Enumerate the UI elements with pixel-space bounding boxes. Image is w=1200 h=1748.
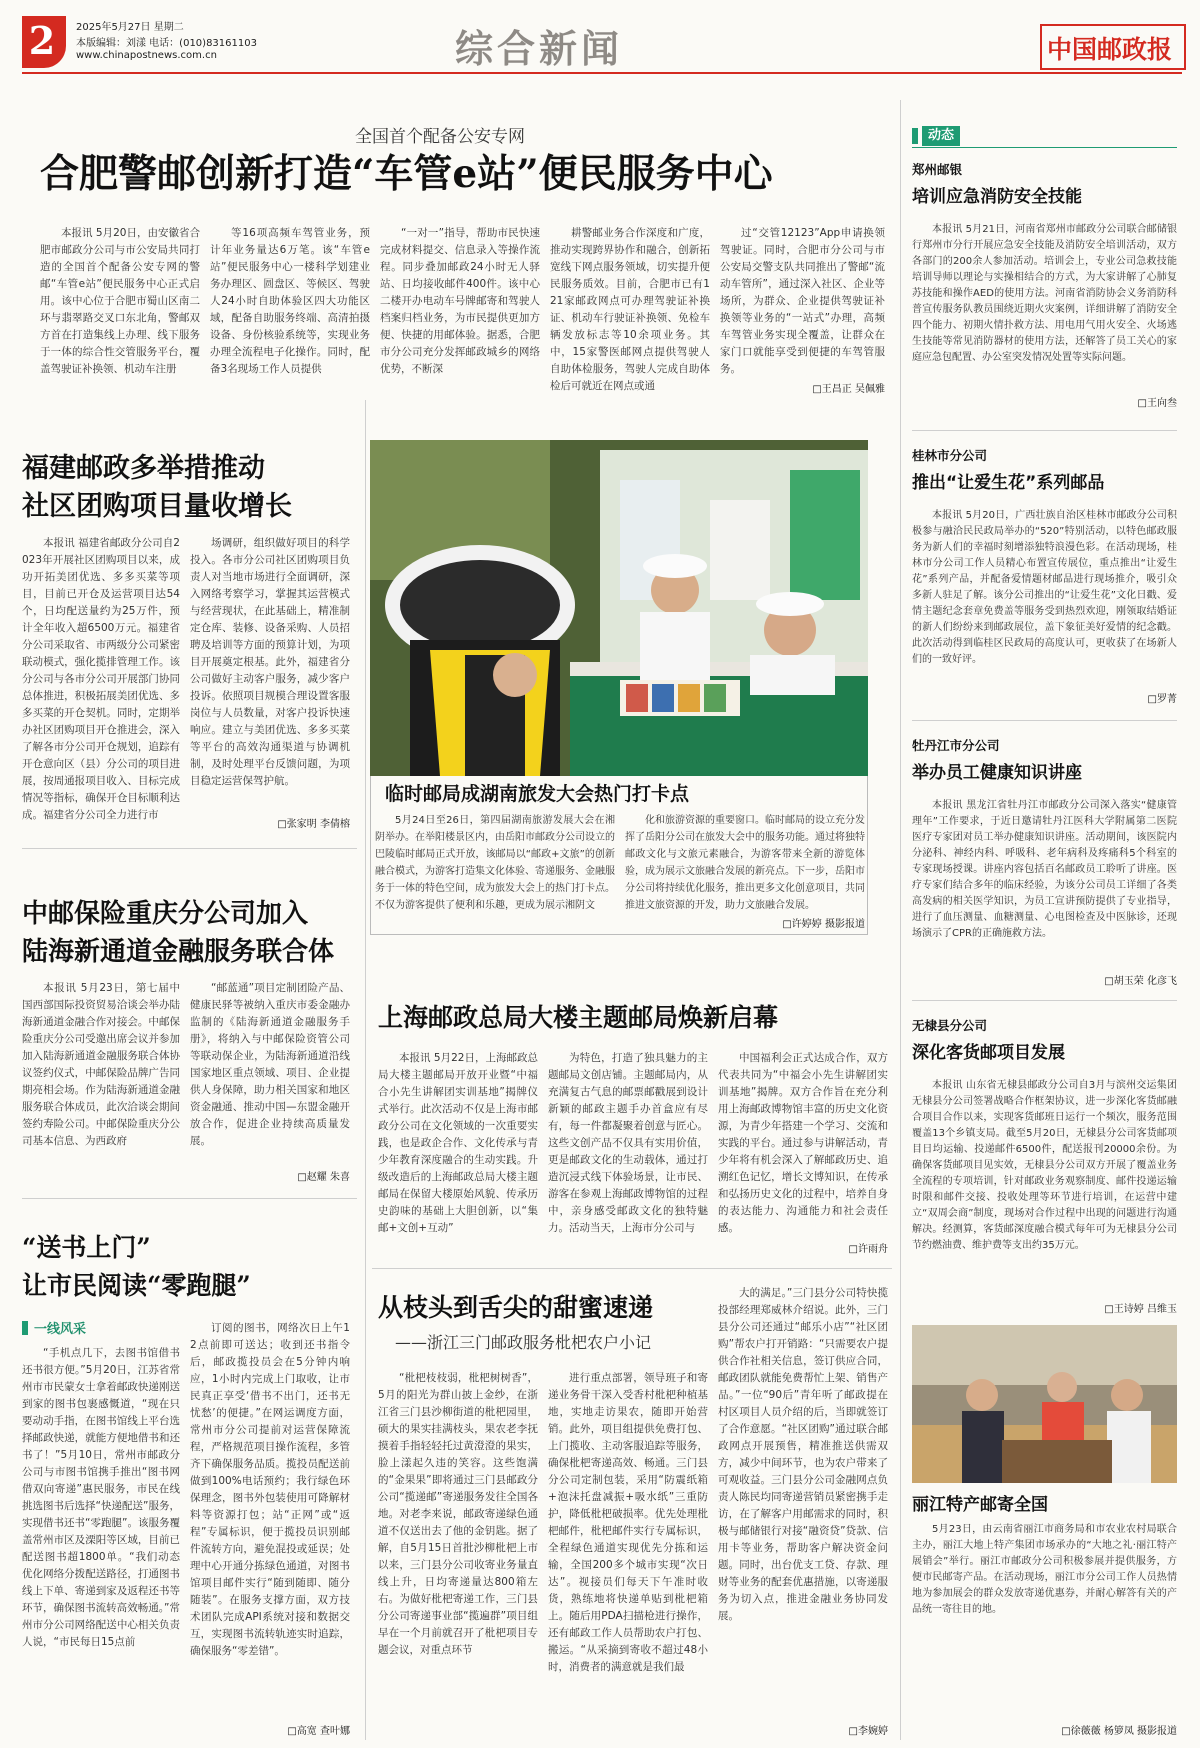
photo-caption-frame: [370, 776, 868, 935]
photo-signature: □许婷婷 摄影报道: [782, 919, 865, 930]
masthead: [0, 0, 1200, 76]
pipa-signature: □李婉婷: [848, 1726, 888, 1737]
lijiang-photo: [912, 1325, 1177, 1483]
sidebar-item-2-branch: 牡丹江市分公司: [912, 738, 1000, 753]
lead-column-2: 等16项高频车驾管业务，预计年业务量达6万笔。该“车管e站”便民服务中心一楼科学划建业务办理区、圆盘区、等候区、驾驶人24小时自助体验区四大功能区域，配备自助服务终端、高清拍摄设备、身份核验系统等，实现业务办理全流程电子化操作。同时，配备3名现场工作人员提供: [210, 227, 370, 375]
news-photo-booth: [370, 440, 868, 776]
sidebar-item-3-title: 深化客货邮项目发展: [912, 1043, 1065, 1063]
shanghai-column-1: 本报讯 5月22日，上海邮政总局大楼主题邮局开放开业暨“中福合小先生讲解团实训基地”揭牌仪式举行。此次活动不仅是上海市邮政分公司在文化领域的一次重要实践，也是政企合作、文化传承与青少年教育深度融合的生动实践。升级改造后的上海邮政总局大楼主题邮局在保留大楼原始风貌、传承历史韵味的基础上大胆创新，以“集邮+文创+互动”: [378, 1052, 538, 1234]
chongqing-title-line1: 中邮保险重庆分公司加入: [22, 899, 309, 929]
fujian-signature: □张家明 李倩榕: [277, 819, 350, 830]
chongqing-column-2: “邮蓝通”项目定制团险产品、健康民驿等被纳入重庆市委金融办监制的《陆海新通道金融服务手册》，将纳入与中邮保险资管公司等联动保企业，为陆海新通道沿线国家地区重点领域、项目、企业提供人身保障，助力相关国家和地区资金融通、推动中国—东盟金融开放合作，促进企业持续高质量发展。: [190, 982, 350, 1147]
editor-info: 本版编辑：刘漾 电话：(010)83161103: [76, 38, 257, 49]
books-title-line1: “送书上门”: [22, 1233, 151, 1262]
books-tag-label: 一线风采: [34, 1322, 87, 1337]
chongqing-signature: □赵耀 朱喜: [297, 1172, 350, 1183]
sidebar-tag-label: 动态: [922, 126, 960, 146]
fujian-title-line2: 社区团购项目量收增长: [22, 491, 292, 522]
paper-name-logo: [1040, 24, 1186, 70]
sidebar-tag-underline: [912, 147, 1177, 148]
photo-caption-col2: 化和旅游资源的重要窗口。临时邮局的设立充分发挥了岳阳分公司在旅发大会中的服务功能。通过将独特邮政文化与文旅元素融合，为游客带来全新的游览体验，成为展示文旅融合发展的新亮点。下一步，岳阳市分公司将持续优化服务，推出更多文化创意项目，共同推进文旅资源的开发，助力文旅融合发展。: [625, 815, 865, 911]
sidebar-item-0-title: 培训应急消防安全技能: [912, 187, 1082, 207]
lead-column-4: 耕警邮业务合作深度和广度，推动实现跨界协作和融合，创新拓宽线下网点服务领域，切实提升便民服务质效。目前，合肥市已有121家邮政网点可办理驾驶证补换证、机动车行驶证补换领、免检车辆发放标志等10余项业务。其中，15家警医邮网点提供驾驶人自助体检服务，驾驶人完成自助体检后可就近在网点或通: [550, 227, 710, 392]
lead-headline: 合肥警邮创新打造“车管e站”便民服务中心: [40, 151, 773, 197]
section-title: 综合新闻: [455, 26, 624, 71]
sidebar-item-3-body: 本报讯 山东省无棣县邮政分公司自3月与滨州交运集团无棣县分公司签署战略合作框架协议，进一步深化客货邮融合项目合作以来，实现客货邮班日运行一个频次，服务范围覆盖13个乡镇支局。截至5月20日，无棣县分公司客货邮项目日均运输、投递邮件6500件，配送报刊20000余份。为确保客货邮项目见实效，无棣县分公司双方开展了覆盖业务全流程的专项培训，针对邮政业务观察制度、邮件投递运输时限和邮件交接、投收处理等环节进行培训，在运营中建立“双周会商”制度，现场对合作过程中出现的问题进行沟通解决。经测算，客货邮深度融合模式每年可为无棣县分公司节约燃油费、维护费等支出约35万元。: [912, 1080, 1177, 1251]
lead-signature: □王昌正 吴佩雅: [812, 384, 885, 395]
lead-column-3: “一对一”指导，帮助市民快速完成材料提交、信息录入等操作流程。同步叠加邮政24小时无人驿站、日均接收邮件400件。该中心二楼开办电动车号牌邮寄和驾驶人档案归档业务，为市民提供更加方便、快捷的用邮体验。据悉，合肥市分公司充分发挥邮政城乡的网络优势，不断深: [380, 227, 540, 375]
sidebar-divider-2: [912, 1000, 1177, 1001]
page-number-badge: [22, 16, 66, 68]
sidebar-column-tag: [912, 126, 1112, 148]
books-column-tag: [22, 1318, 182, 1338]
sidebar-divider: [900, 100, 901, 1740]
chongqing-divider: [22, 1198, 357, 1199]
pipa-column-2: 进行重点部署，领导班子和寄递业务骨干深入受香村枇杷种植基地，实地走访果农，随即开始营销。此外，项目组提供免费打包、上门揽收、主动客服追踪等服务，确保枇杷寄递高效、畅通。三门县分公司定制包装，采用“防震纸箱+泡沫托盘减振+吸水纸”三重防护，降低枇杷破损率。优先处理枇杷邮件，枇杷邮件实行专属标识，全程绿色通道实现优先分拣和运输，全国200多个城市实现“次日达”。视接员们每天下午准时收货，熟练地将快递单贴到枇杷箱上。随后用PDA扫描枪进行操作，还有邮政工作人员帮助农户打包、搬运。“从采摘到寄收不超过48小时，消费者的满意就是我们最: [548, 1372, 708, 1673]
shanghai-divider: [372, 1268, 892, 1269]
chongqing-title-line2: 陆海新通道金融服务联合体: [22, 937, 335, 967]
sidebar-item-0-body: 本报讯 5月21日，河南省郑州市邮政分公司联合邮储银行郑州市分行开展应急安全技能及消防安全培训活动，双方各部门的200余人参加活动。培训会上，专业公司急救技能培训导师以理论与实操相结合的方式，为大家讲解了心肺复苏技能和操作AED的使用方法。河南省消防协会义务消防科普宣传服务队教员围绕近期火灾案例，详细讲解了消防安全四个能力、初期火情扑救方法、用电用气用火安全、火场逃生技能等常见消防器材的使用方法，还解答了员工关心的家庭应急包配置、办公室突发情况处置等实际问题。: [912, 224, 1177, 363]
fujian-title-line1: 福建邮政多举措推动: [22, 453, 265, 484]
sidebar-item-4-signature: □徐薇薇 杨箩凤 摄影报道: [1061, 1726, 1177, 1737]
photo-caption-title: 临时邮局成湖南旅发大会热门打卡点: [385, 783, 690, 805]
books-title-line2: 让市民阅读“零跑腿”: [22, 1271, 251, 1300]
pipa-column-1: “枇杷枝枝弱，枇杷树树香”，5月的阳光为群山披上金纱，在浙江省三门县沙柳街道的枇杷园里，硕大的果实挂满枝头，果农老李抚摸着手指轻轻托过黄澄澄的果实，脸上漾起久违的笑容。这些饱满的“金果果”即将通过三门县邮政分公司“揽递邮”寄递服务发往全国各地。对老李来说，邮政寄递绿色通道不仅送出去了他的金钥匙。据了解，自5月15日首批沙柳枇杷上市以来，三门县分公司收寄业务量直线上升，日均寄递量达800箱左右。为做好枇杷寄递工作，三门县分公司寄递事业部“揽遍群”项目组早在一个月前就召开了枇杷项目专题会议，对重点环节: [378, 1372, 538, 1656]
shanghai-headline: 上海邮政总局大楼主题邮局焕新启幕: [378, 1003, 779, 1032]
sidebar-item-0-branch: 郑州邮银: [912, 162, 963, 177]
books-tag-bar: [22, 1321, 28, 1335]
books-column-1: “手机点几下，去图书馆借书还书很方便。”5月20日，江苏省常州市市民蒙女士拿着邮政快递刚送到家的图书包裹感慨道，“现在只要动动手指，在图书馆线上平台选择邮政快递，就能方便地借书和还书了！”5月10日，常州市邮政分公司与市图书馆携手推出“图书网借双向寄递”惠民服务，市民在线挑选图书后选择“快递配送”服务，实现借书还书“零跑腿”。该服务覆盖常州市区及溧阳等区域，目前已配送图书超1800单。“我们动态优化网络分拨配送路径，打通图书线上下单、寄递到家及返程还书等环节，确保图书流转高效畅通。”常州市分公司网络配送中心相关负责人说，“市民每日15点前: [22, 1347, 180, 1648]
pipa-title: 从枝头到舌尖的甜蜜速递: [378, 1293, 654, 1322]
paper-name: 中国邮政报: [1047, 35, 1173, 64]
sidebar-item-3-signature: □王诗婷 吕维玉: [1104, 1304, 1177, 1315]
sidebar-item-0-signature: □王向叁: [1137, 398, 1177, 409]
shanghai-signature: □许雨舟: [848, 1244, 888, 1255]
lead-column-1: 本报讯 5月20日，由安徽省合肥市邮政分公司与市公安局共同打造的全国首个配备公安专网的警邮“车管e站”便民服务中心正式启用。该中心位于合肥市蜀山区南二环与翡翠路交叉口东北角，警邮双方首在打造集线上办理、线下服务于一体的综合性交管服务平台，覆盖驾驶证补换领、机动车注册: [40, 227, 200, 375]
sidebar-item-1-title: 推出“让爱生花”系列邮品: [912, 473, 1105, 493]
pipa-column-3: 大的满足。”三门县分公司特快揽投部经理郑威林介绍说。此外，三门县分公司还通过“邮乐小店”“社区团购”帮农户打开销路：“只需要农户提供合作社相关信息，签订供应合同，邮政团队就能免费帮忙上架、销售产品。”一位“90后”青年听了邮政提在村区项目人员介绍的后，当即就签订了合作意愿。“社区团购”通过联合邮政网点开展预售，精准推送供需双方，减少中间环节，也为农户带来了可观收益。三门县分公司金融网点负责人陈民均同寄递营销员紧密携手走访，在了解客户用邮需求的同时，积极与邮储银行对接“融资贷”贷款、信用卡等业务，帮助客户解决资金问题。同时，出台优支工贷、存款、理财等业务的配套优惠措施，以寄递服务为切入点，推进金融业务协同发展。: [718, 1287, 888, 1622]
sidebar-item-1-signature: □罗菁: [1147, 694, 1177, 705]
lead-column-5: 过“交管12123”App申请换领驾驶证。同时，合肥市分公司与市公安局交警支队共同推出了警邮“流动车管所”，通过深入社区、企业等场所，为群众、企业提供驾驶证补换领等业务的“一站式”办理，高频车驾管业务实现全覆盖，让群众在家门口就能享受到便捷的车驾管服务。: [720, 227, 885, 375]
lijiang-illustration: [912, 1325, 1177, 1483]
fujian-column-1: 本报讯 福建省邮政分公司自2023年开展社区团购项目以来，成功开拓美团优选、多多买菜等项目，目前已开仓及运营项目达54个，日均配送量约为25万件，预计全年收入超6500万元。福建省分公司采取省、市两级分公司紧密联动模式，强化揽排管理工作。该分公司与各市分公司开展部门协同总体推进，积极拓展美团优选、多多买菜的开仓契机。同时，定期举办社区团购项目开仓推进会，深入了解各市分公司开仓规划，追踪有开仓意向区（县）分公司的项目进展，按周通报项目收入、目标完成情况等指标，确保开仓目标顺利达成。福建省分公司全力进行市: [22, 537, 180, 821]
sidebar-divider-0: [912, 430, 1177, 431]
sidebar-item-4-body: 5月23日，由云南省丽江市商务局和市农业农村局联合主办，丽江大地上特产集团市场承办的“大地之礼·丽江特产展销会”举行。丽江市邮政分公司积极参展并提供服务，方便市民邮寄产品。在活动现场，丽江市分公司工作人员热情地为参加展会的群众发放寄递优惠券，并耐心解答有关的产品统一寄往目的地。: [912, 1524, 1177, 1615]
chongqing-column-1: 本报讯 5月23日，第七届中国西部国际投资贸易洽谈会举办陆海新通道金融合作对接会。中邮保险重庆分公司受邀出席会议并参加加入陆海新通道金融服务联合体协议签约仪式，中邮保险品牌广告同期亮相会场。作为陆海新通道金融服务联合体成员，此次洽谈会期间签约寿险公司。中邮保险重庆分公司基本信息、为西政府: [22, 982, 180, 1147]
shanghai-column-2: 为特色，打造了独具魅力的主题邮局文创店铺。主题邮局内，从充满复古气息的邮票邮戳展到设计新颖的邮政主题手办首盒应有尽有，每一件都凝聚着创意与匠心。这些文创产品不仅具有实用价值，更是邮政文化的生动载体，通过打造沉浸式线下体验场景，让市民、游客在参观上海邮政博物馆的过程中，亲身感受邮政文化的独特魅力。活动当天，上海市分公司与: [548, 1052, 708, 1234]
lead-kicker: 全国首个配备公安专网: [355, 127, 525, 147]
books-column-2: 订阅的图书，网络次日上午12点前即可送达；收到还书指令后，邮政揽投员会在5分钟内响应，1小时内完成上门取收，让市民真正享受‘借书不出门，还书无忧愁’的便捷。”在网运调度方面，常州市分公司提前对运营保障流程，严格规范项目操作流程，多管齐下确保服务品质。揽投员配送前做到100%电话预约；我行绿色环保理念，图书外包装使用可降解材料等资源打包；站“正网”或“返程”专属标识，便于揽投员识别邮件流转方向，避免混投或延误；处理中心开通分拣绿色通道，对图书馆项目邮件实行“随到随即、随分随装”。在服务支撑方面，双方技术团队完成API系统对接和数据交互，实现图书流转轨迹实时追踪，确保服务“零差错”。: [190, 1322, 350, 1657]
page-number: 2: [28, 18, 56, 63]
left-column-divider: [365, 400, 366, 1740]
sidebar-item-3-branch: 无棣县分公司: [912, 1018, 988, 1033]
sidebar-item-1-branch: 桂林市分公司: [912, 448, 988, 463]
sidebar-item-1-body: 本报讯 5月20日，广西壮族自治区桂林市邮政分公司积极参与融洽民民政局举办的“520”特别活动，以特色邮政服务为新人们的幸福时刻增添独特浪漫色彩。在活动现场，桂林市分公司工作人员精心布置宣传展位，重点推出“让爱生花”系列产品，并配备爱情题材邮品进行现场推介，吸引众多新人驻足了解。该分公司推出的“让爱生花”文化日戳、爱情主题纪念套章免费盖等服务受到热烈欢迎，刚领取结婚证的新人们纷纷来到邮政展位，盖下象征美好爱情的纪念戳。此次活动得到临桂区民政局的高度认可，更收获了在场新人们的一致好评。: [912, 510, 1177, 665]
booth-illustration: [370, 440, 868, 776]
fujian-column-2: 场调研，组织做好项目的科学投入。各市分公司社区团购项目负责人对当地市场进行全面调研，深入网络考察学习，掌握其运营模式与经营现状，在此基础上，精准制定仓库、装修、设备采购、人员招聘及培训等方面的预算计划，为项目开展奠定根基。此外，福建省分公司做好主动客户服务，减少客户投诉。依照项目规模合理设置客服岗位与人员数量，对客户投诉快速响应。建立与美团优选、多多买菜等平台的高效沟通渠道与协调机制，及时处理平台反馈问题，为项目稳定运营保驾护航。: [190, 537, 350, 787]
photo-caption-col1: 5月24日至26日，第四届湖南旅游发展大会在湘阴举办。在举阳楼景区内，由岳阳市邮政分公司设立的巴陵临时邮局正式开放，该邮局以“邮政+文旅”的创新融合模式，为游客打造集文化体验、寄递服务、金融服务于一体的特色空间，成为旅发大会上的热门打卡点。不仅为游客提供了便利和乐趣，更成为展示湘阴文: [375, 815, 615, 911]
sidebar-item-2-body: 本报讯 黑龙江省牡丹江市邮政分公司深入落实“健康管理年”工作要求，于近日邀请牡丹江医科大学附属第二医院医疗专家团对员工举办健康知识讲座。活动期间，该医院内分泌科、神经内科、呼吸科、老年病科及疼痛科5个科室的专家现场授课。讲座内容包括百名邮政员工聆听了讲座。医疗专家们结合多年的临床经验，为该分公司员工详细了各类高发病的相关医学知识，为员工宣讲预防提供了专业指导，进行了血压测量、血糖测量、心电图检查及中医脉诊，还现场演示了CPR的正确施救方法。: [912, 800, 1177, 939]
website: www.chinapostnews.com.cn: [76, 50, 217, 61]
books-signature: □高宽 查叶娜: [287, 1726, 350, 1737]
sidebar-divider-1: [912, 720, 1177, 721]
fujian-divider: [22, 848, 357, 849]
sidebar-item-2-signature: □胡玉荣 化彦飞: [1104, 976, 1177, 987]
masthead-rule: [22, 72, 1182, 74]
sidebar-item-4-title: 丽江特产邮寄全国: [912, 1495, 1048, 1515]
shanghai-column-3: 中国福利会正式达成合作，双方代表共同为“中福会小先生讲解团实训基地”揭牌。双方合作旨在充分利用上海邮政博物馆丰富的历史文化资源，为青少年搭建一个学习、交流和实践的平台。通过参与讲解活动，青少年将有机会深入了解邮政历史、追溯红色记忆，增长文博知识，在传承和弘扬历史文化的过程中，培养自身的表达能力、沟通能力和社会责任感。: [718, 1052, 888, 1234]
pipa-subtitle: ——浙江三门邮政服务枇杷农户小记: [395, 1333, 652, 1352]
issue-date: 2025年5月27日 星期二: [76, 22, 184, 33]
sidebar-tag-bar: [912, 128, 918, 144]
sidebar-item-2-title: 举办员工健康知识讲座: [912, 763, 1082, 783]
